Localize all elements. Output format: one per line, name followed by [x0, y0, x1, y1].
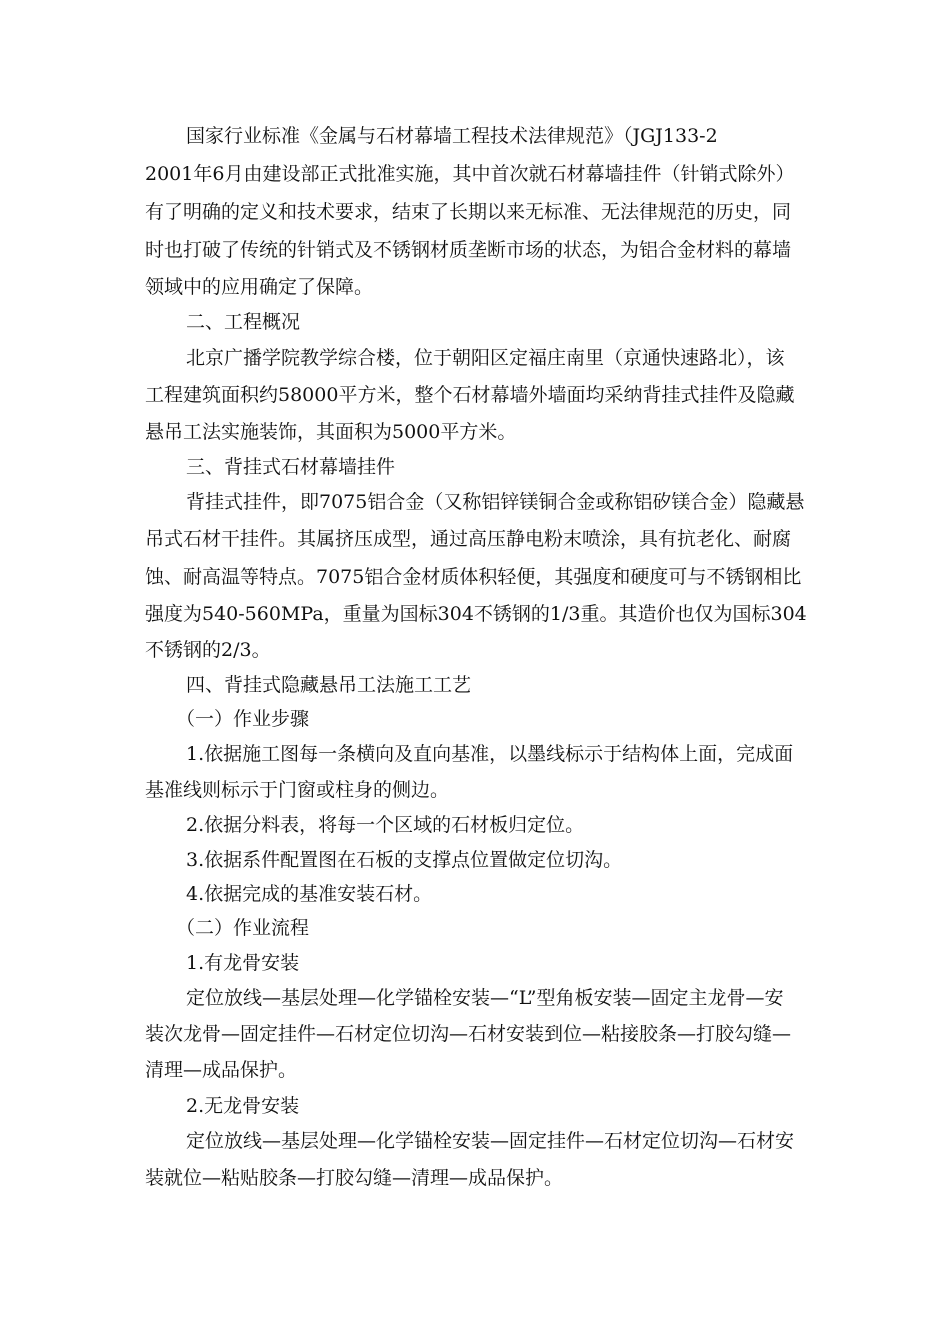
- paragraph-line: 强度为540-560MPa，重量为国标304不锈钢的1/3重。其造价也仅为国标304: [145, 603, 807, 625]
- paragraph-line: 北京广播学院教学综合楼，位于朝阳区定福庄南里（京通快速路北），该: [186, 347, 785, 369]
- paragraph-line: 国家行业标准《金属与石材幕墙工程技术法律规范》（JGJ133-2: [186, 125, 718, 147]
- paragraph-line: 定位放线—基层处理—化学锚栓安装—“L”型角板安装—固定主龙骨—安: [186, 987, 784, 1009]
- paragraph-line: 有了明确的定义和技术要求，结束了长期以来无标准、无法律规范的历史，同: [145, 201, 792, 223]
- paragraph-line: 时也打破了传统的针销式及不锈钢材质垄断市场的状态，为铝合金材料的幕墙: [145, 239, 792, 261]
- subsection-heading: 1.有龙骨安装: [186, 952, 300, 974]
- paragraph-line: 装就位—粘贴胶条—打胶勾缝—清理—成品保护。: [145, 1167, 564, 1189]
- paragraph-line: 1.依据施工图每一条横向及直向基准，以墨线标示于结构体上面，完成面: [186, 743, 794, 765]
- paragraph-line: 2.依据分料表，将每一个区域的石材板归定位。: [186, 814, 585, 836]
- paragraph-line: 工程建筑面积约58000平方米，整个石材幕墙外墙面均采纳背挂式挂件及隐藏: [145, 384, 795, 406]
- section-heading: 二、工程概况: [186, 311, 301, 333]
- paragraph-line: 领域中的应用确定了保障。: [145, 276, 374, 298]
- paragraph-line: 背挂式挂件，即7075铝合金（又称铝锌镁铜合金或称铝矽镁合金）隐藏悬: [186, 491, 805, 513]
- paragraph-line: 基准线则标示于门窗或柱身的侧边。: [145, 779, 450, 801]
- section-heading: 四、背挂式隐藏悬吊工法施工工艺: [186, 674, 472, 696]
- paragraph-line: 2001年6月由建设部正式批准实施，其中首次就石材幕墙挂件（针销式除外）: [145, 163, 795, 185]
- subsection-heading: （二）作业流程: [176, 917, 310, 939]
- section-heading: 三、背挂式石材幕墙挂件: [186, 456, 396, 478]
- paragraph-line: 定位放线—基层处理—化学锚栓安装—固定挂件—石材定位切沟—石材安: [186, 1130, 795, 1152]
- paragraph-line: 蚀、耐高温等特点。7075铝合金材质体积轻便，其强度和硬度可与不锈钢相比: [145, 566, 802, 588]
- paragraph-line: 3.依据系件配置图在石板的支撑点位置做定位切沟。: [186, 849, 623, 871]
- paragraph-line: 不锈钢的2/3。: [145, 639, 271, 661]
- subsection-heading: 2.无龙骨安装: [186, 1095, 300, 1117]
- subsection-heading: （一）作业步骤: [176, 708, 310, 730]
- paragraph-line: 吊式石材干挂件。其属挤压成型，通过高压静电粉末喷涂，具有抗老化、耐腐: [145, 528, 792, 550]
- paragraph-line: 装次龙骨—固定挂件—石材定位切沟—石材安装到位—粘接胶条—打胶勾缝—: [145, 1023, 792, 1045]
- paragraph-line: 清理—成品保护。: [145, 1059, 298, 1081]
- paragraph-line: 悬吊工法实施装饰，其面积为5000平方米。: [145, 421, 517, 443]
- paragraph-line: 4.依据完成的基准安装石材。: [186, 883, 433, 905]
